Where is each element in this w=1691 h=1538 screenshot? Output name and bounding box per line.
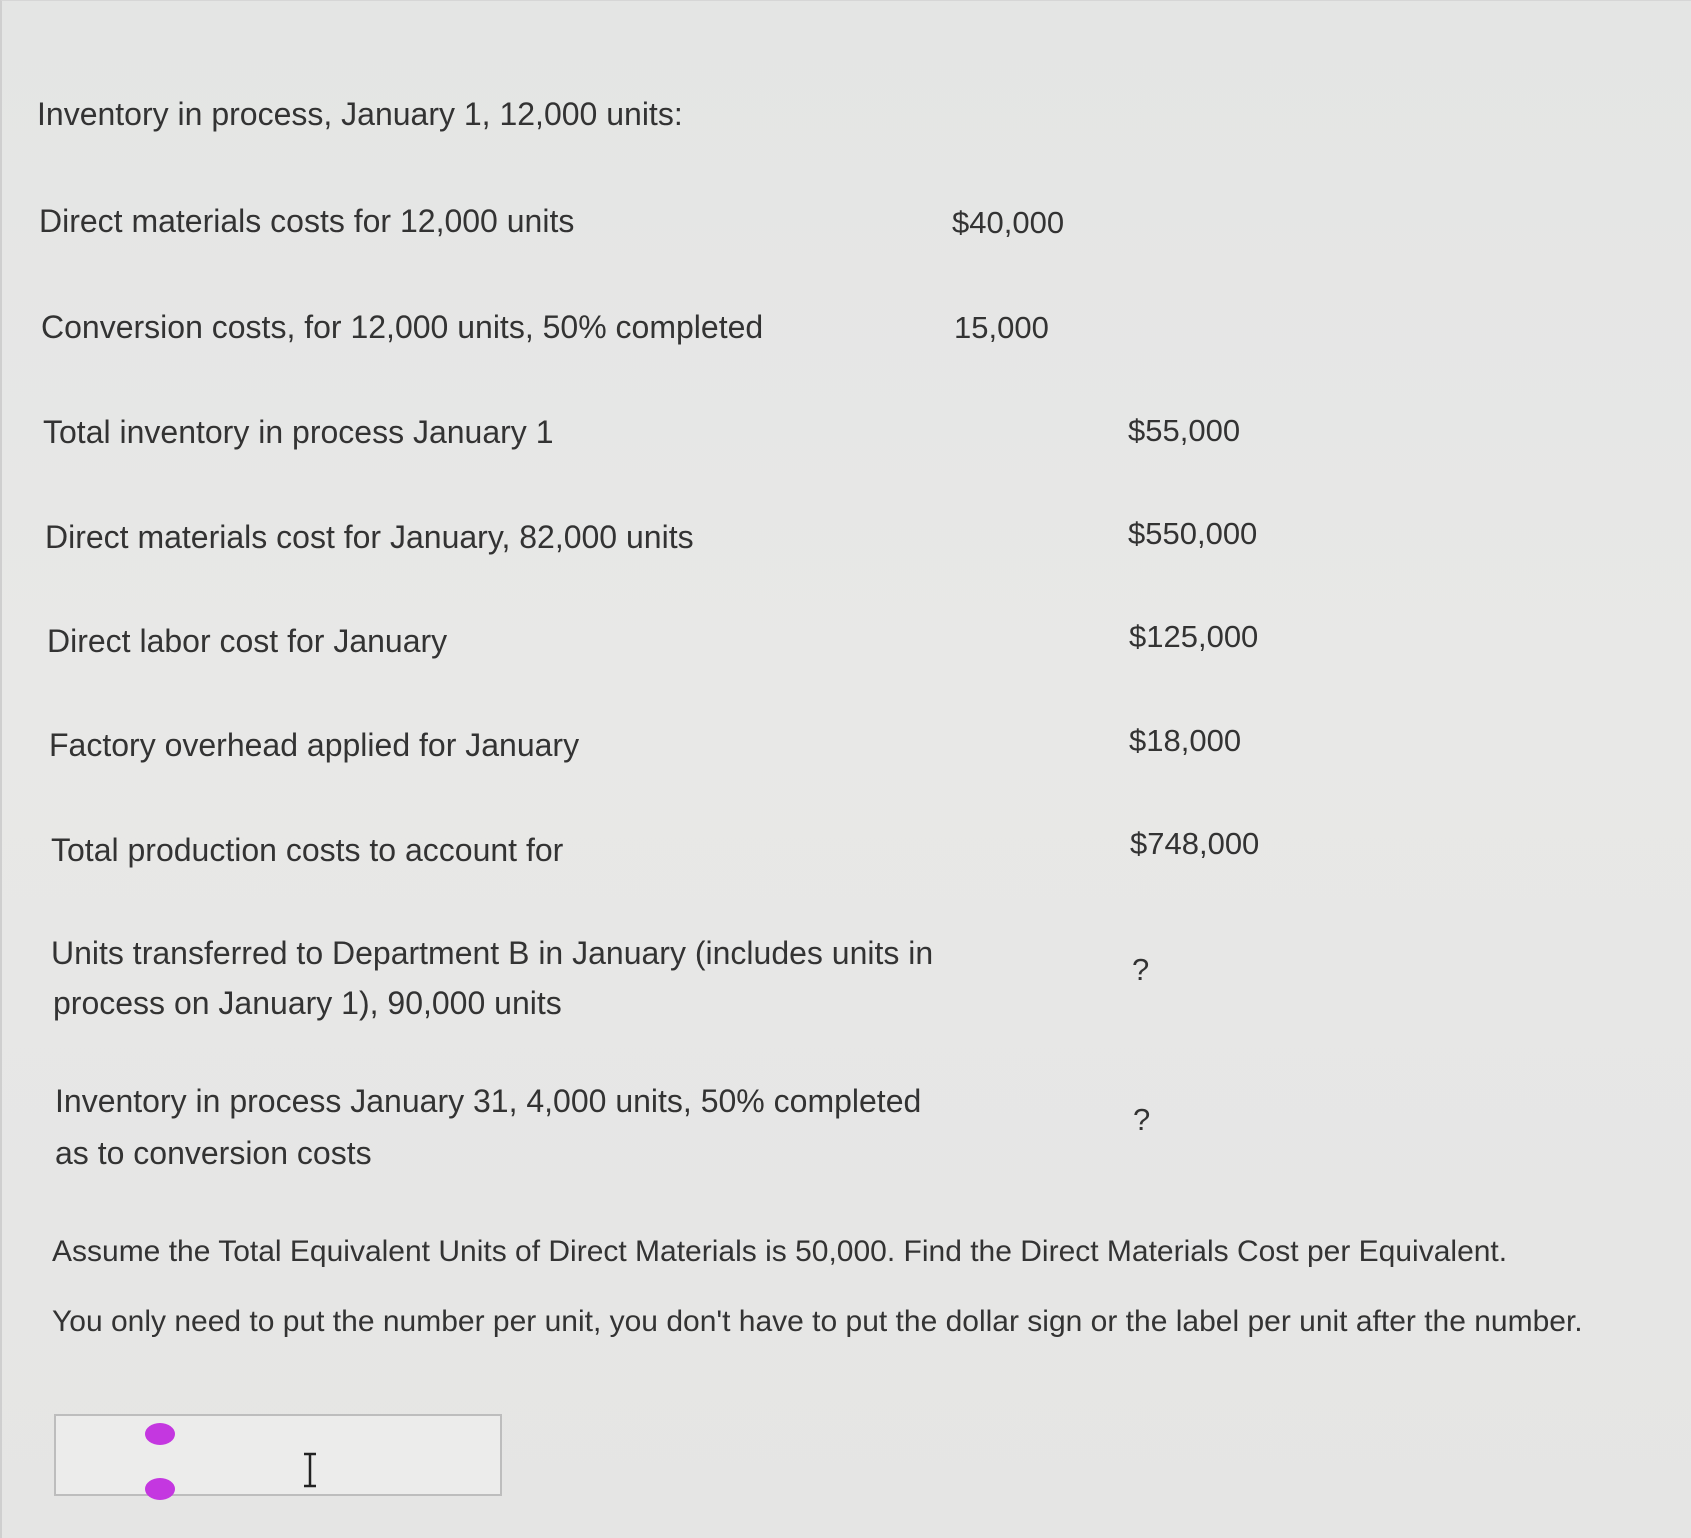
row-amount-direct-labor-january: $125,000	[1129, 619, 1259, 654]
selection-handle-top-icon[interactable]	[145, 1423, 175, 1445]
answer-box[interactable]	[54, 1414, 502, 1496]
row-amount-inventory-jan31: ?	[1133, 1102, 1151, 1137]
row-label-conversion-costs-beginning: Conversion costs, for 12,000 units, 50% completed	[41, 309, 764, 345]
section-heading: Inventory in process, January 1, 12,000 units:	[37, 96, 683, 132]
row-label-units-transferred-line1: Units transferred to Department B in January (includes units in	[51, 935, 934, 971]
row-label-total-production-costs: Total production costs to account for	[51, 832, 564, 868]
question-text-line1: Assume the Total Equivalent Units of Direct Materials is 50,000. Find the Direct Materials Cost per Equivalent.	[52, 1235, 1508, 1268]
row-label-direct-materials-january: Direct materials cost for January, 82,000 units	[45, 519, 694, 555]
row-amount-factory-overhead-january: $18,000	[1129, 723, 1242, 758]
row-label-inventory-jan31-line2: as to conversion costs	[55, 1135, 372, 1171]
row-label-inventory-jan31-line1: Inventory in process January 31, 4,000 units, 50% completed	[55, 1083, 922, 1119]
row-label-direct-labor-january: Direct labor cost for January	[47, 623, 448, 659]
row-label-factory-overhead-january: Factory overhead applied for January	[49, 727, 580, 763]
row-amount-direct-materials-january: $550,000	[1128, 516, 1258, 551]
row-label-direct-materials-beginning: Direct materials costs for 12,000 units	[39, 203, 575, 239]
row-amount-conversion-costs-beginning: 15,000	[954, 310, 1049, 345]
row-amount-total-inventory-jan1: $55,000	[1128, 413, 1241, 448]
text-cursor-icon	[300, 1452, 320, 1488]
row-amount-total-production-costs: $748,000	[1130, 826, 1260, 861]
row-amount-direct-materials-beginning: $40,000	[952, 205, 1065, 240]
row-label-units-transferred-line2: process on January 1), 90,000 units	[53, 985, 562, 1021]
selection-handle-bottom-icon[interactable]	[145, 1478, 175, 1500]
row-label-total-inventory-jan1: Total inventory in process January 1	[43, 414, 554, 450]
answer-input[interactable]	[56, 1416, 500, 1494]
row-amount-units-transferred: ?	[1132, 952, 1150, 987]
question-text-line2: You only need to put the number per unit, you don't have to put the dollar sign or the label per unit after the number.	[52, 1305, 1583, 1338]
